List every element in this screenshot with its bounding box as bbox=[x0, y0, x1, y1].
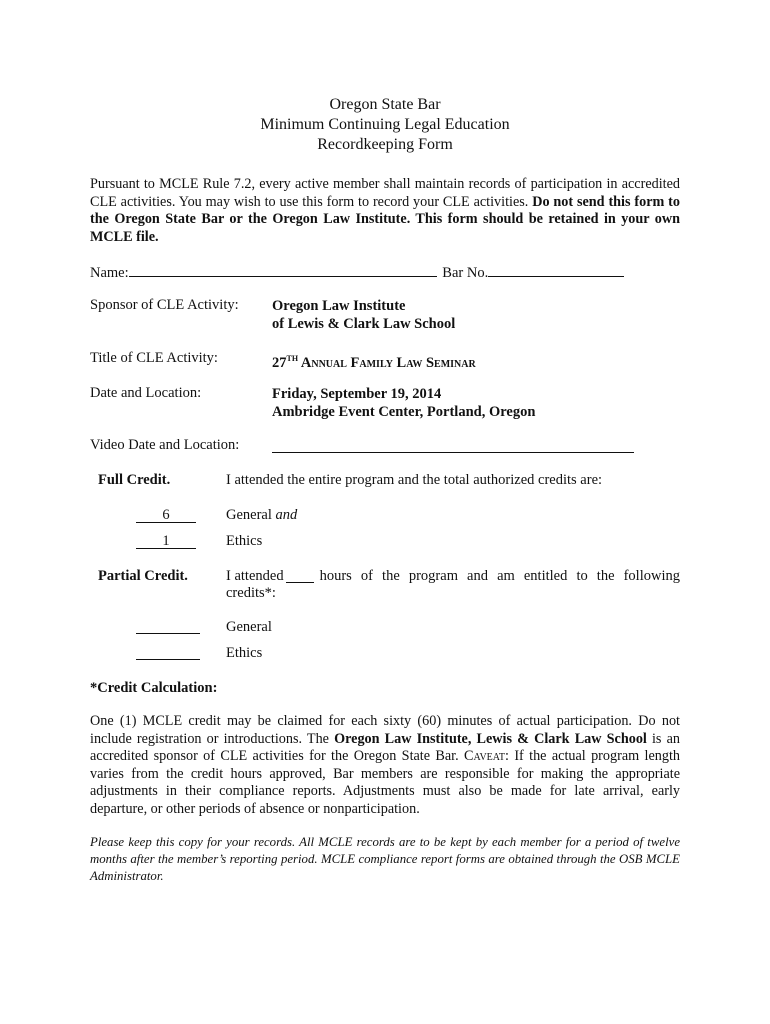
full-general-credits: 6 bbox=[162, 507, 170, 523]
partial-text-line2: credits*: bbox=[226, 585, 276, 601]
full-general-and: and bbox=[275, 507, 298, 523]
records-note: Please keep this copy for your records. All MCLE records are to be kept by each member for a period of twelve months after the member’s reporting period. MCLE compliance report forms are obtained through the OSB MCLE Administrator. bbox=[90, 835, 680, 883]
sponsor-label: Sponsor of CLE Activity: bbox=[90, 297, 239, 313]
calc-sponsor-bold: Oregon Law Institute, Lewis & Clark Law School bbox=[334, 730, 647, 747]
partial-general-label: General bbox=[226, 619, 272, 635]
partial-text-before: I attended bbox=[226, 568, 284, 584]
partial-ethics-field[interactable] bbox=[136, 659, 200, 660]
full-general-label bbox=[226, 507, 297, 524]
partial-text-after: hours of the program and am entitled to the following bbox=[319, 568, 680, 584]
video-date-field[interactable] bbox=[272, 452, 634, 453]
intro-text: Pursuant to MCLE Rule 7.2, every active member shall maintain records of participation in accredited CLE activities. You may wish to use this form to record your CLE activities. bbox=[90, 176, 680, 210]
calc-text1: One (1) MCLE credit may be claimed for each sixty (60) minutes of actual participation. Do not include registration or introductions. The bbox=[90, 713, 680, 747]
intro-paragraph bbox=[90, 176, 680, 246]
full-ethics-credits: 1 bbox=[162, 533, 170, 549]
form-title-line1: Oregon State Bar bbox=[329, 96, 441, 113]
full-ethics-label: Ethics bbox=[226, 533, 263, 549]
activity-title-label: Title of CLE Activity: bbox=[90, 350, 218, 366]
credit-calculation-paragraph bbox=[90, 713, 680, 818]
calc-text2: is an accredited sponsor of CLE activities for the Oregon State Bar. bbox=[90, 730, 680, 764]
partial-general-field[interactable] bbox=[136, 633, 200, 634]
sponsor-line2: of Lewis & Clark Law School bbox=[272, 316, 456, 332]
activity-title-number: 27 bbox=[272, 354, 287, 371]
form-title-line3: Recordkeeping Form bbox=[317, 136, 453, 153]
full-ethics-line bbox=[136, 548, 196, 549]
activity-title-ordinal: TH bbox=[286, 354, 299, 363]
name-label: Name: bbox=[90, 265, 129, 281]
name-field-row bbox=[90, 262, 624, 282]
activity-title-value bbox=[272, 350, 476, 372]
sponsor-line1: Oregon Law Institute bbox=[272, 298, 406, 314]
form-title-line2: Minimum Continuing Legal Education bbox=[260, 116, 510, 133]
full-credit-label: Full Credit. bbox=[98, 472, 171, 488]
credit-calculation-heading: *Credit Calculation: bbox=[90, 680, 218, 696]
bar-number-label: Bar No. bbox=[442, 265, 489, 281]
intro-bold-text: Do not send this form to the Oregon State Bar or the Oregon Law Institute. This form should be retained in your own MCLE file. bbox=[90, 193, 680, 245]
calc-text3: : If the actual program length varies from the credit hours approved, Bar members are responsible for making the appropriate adjustments in their compliance reports. Adjustments must also be made for late arrival, early departure, or other periods of absence or nonparticipation. bbox=[90, 748, 680, 817]
partial-ethics-label: Ethics bbox=[226, 645, 263, 661]
video-date-label: Video Date and Location: bbox=[90, 437, 240, 453]
calc-caveat: Caveat bbox=[464, 748, 505, 764]
full-credit-text: I attended the entire program and the total authorized credits are: bbox=[226, 472, 603, 488]
sponsor-value bbox=[272, 297, 455, 333]
bar-number-field[interactable] bbox=[488, 262, 624, 277]
name-field[interactable] bbox=[129, 262, 437, 277]
partial-credit-text bbox=[226, 568, 680, 602]
event-date: Friday, September 19, 2014 bbox=[272, 386, 442, 402]
event-location: Ambridge Event Center, Portland, Oregon bbox=[272, 404, 536, 420]
full-general-text: General bbox=[226, 507, 272, 523]
partial-hours-field[interactable] bbox=[286, 568, 314, 583]
date-location-value bbox=[272, 385, 535, 421]
full-general-line bbox=[136, 522, 196, 523]
activity-title-name: Annual Family Law Seminar bbox=[298, 354, 476, 371]
partial-credit-label: Partial Credit. bbox=[98, 568, 188, 584]
date-location-label: Date and Location: bbox=[90, 385, 202, 401]
